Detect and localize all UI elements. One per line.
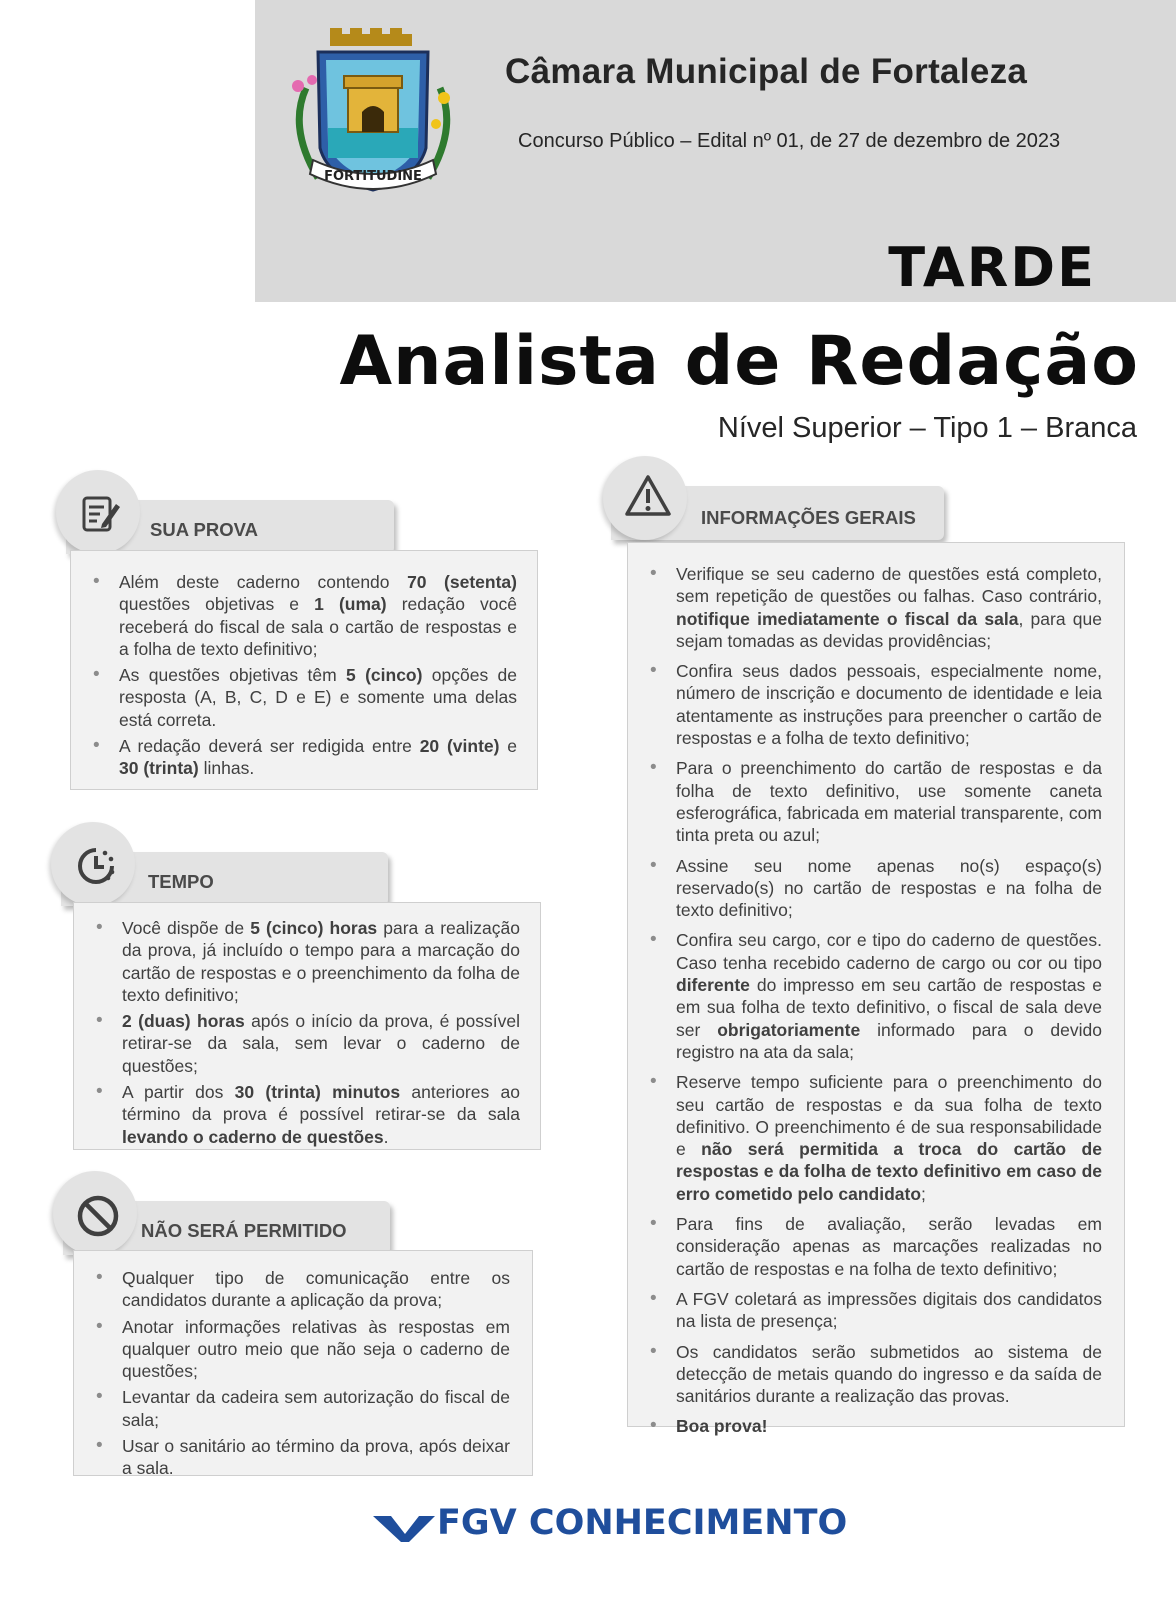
list-item: • Para o preenchimento do cartão de respostas e da folha de texto definitivo, use somente caneta esferográfica, fabricada em material transparente, com tinta preta ou azul; — [638, 757, 1102, 846]
list-item: • Levantar da cadeira sem autorização do fiscal de sala; — [84, 1386, 510, 1431]
list-item: • Assine seu nome apenas no(s) espaço(s) reservado(s) no cartão de respostas e na folha de texto definitivo; — [638, 855, 1102, 922]
institution-title: Câmara Municipal de Fortaleza — [505, 52, 1028, 91]
list-item: • Para fins de avaliação, serão levadas em consideração apenas as marcações realizadas no cartão de respostas e na folha de texto definitivo; — [638, 1213, 1102, 1280]
city-crest-logo — [268, 28, 478, 200]
footer-brand: FGV CONHECIMENTO — [437, 1503, 848, 1543]
nao-permitido-title: NÃO SERÁ PERMITIDO — [141, 1220, 347, 1241]
warning-icon — [624, 472, 672, 520]
prohibited-icon — [74, 1192, 122, 1240]
list-item: • As questões objetivas têm 5 (cinco) opções de resposta (A, B, C, D e E) e somente uma delas está correta. — [81, 664, 517, 731]
nao-permitido-panel — [73, 1250, 533, 1479]
tempo-list — [84, 917, 520, 1148]
exam-sheet-pencil-icon — [76, 490, 124, 538]
fgv-logo-mark-icon — [373, 1512, 435, 1546]
nao-permitido-list — [84, 1267, 510, 1480]
list-item: • A FGV coletará as impressões digitais dos candidatos na lista de presença; — [638, 1288, 1102, 1333]
list-item: • A partir dos 30 (trinta) minutos anteriores ao término da prova é possível retirar-se da sala levando o caderno de questões. — [84, 1081, 520, 1148]
list-item: • Anotar informações relativas às respostas em qualquer outro meio que não seja o caderno de questões; — [84, 1316, 510, 1383]
list-item: • Confira seus dados pessoais, especialmente nome, número de inscrição e documento de identidade e leia atentamente as instruções para preencher o cartão de respostas e a folha de texto definitivo; — [638, 660, 1102, 749]
list-item: • Além deste caderno contendo 70 (setenta) questões objetivas e 1 (uma) redação você receberá do fiscal de sala o cartão de respostas e a folha de texto definitivo; — [81, 571, 517, 660]
informacoes-title: INFORMAÇÕES GERAIS — [701, 507, 916, 528]
level-subtitle: Nível Superior – Tipo 1 – Branca — [717, 412, 1137, 444]
list-item: • Qualquer tipo de comunicação entre os candidatos durante a aplicação da prova; — [84, 1267, 510, 1312]
list-item: • Reserve tempo suficiente para o preenchimento do seu cartão de respostas e da sua folha de texto definitivo. O preenchimento é de sua responsabilidade e não será permitida a troca do cartão de respostas e da folha de texto definitivo em caso de erro cometido pelo candidato; — [638, 1071, 1102, 1205]
sua-prova-list — [81, 571, 517, 780]
list-item: • A redação deverá ser redigida entre 20 (vinte) e 30 (trinta) linhas. — [81, 735, 517, 780]
list-item: • 2 (duas) horas após o início da prova, é possível retirar-se da sala, sem levar o caderno de questões; — [84, 1010, 520, 1077]
clock-icon — [72, 842, 120, 890]
tempo-panel — [73, 902, 541, 1150]
list-item: • Confira seu cargo, cor e tipo do caderno de questões. Caso tenha recebido caderno de cargo ou cor ou tipo diferente do impresso em seu cartão de respostas e em sua folha de texto definitivo, o fiscal de sala deve ser obrigatoriamente informado para o devido registro na ata da sala; — [638, 929, 1102, 1063]
list-item: • Verifique se seu caderno de questões está completo, sem repetição de questões ou falhas. Caso contrário, notifique imediatamente o fiscal da sala, para que sejam tomadas as devidas providências; — [638, 563, 1102, 652]
position-title: Analista de Redação — [339, 322, 1139, 401]
tempo-title: TEMPO — [148, 871, 214, 892]
sua-prova-panel — [70, 550, 538, 790]
notice-subtitle: Concurso Público – Edital nº 01, de 27 de dezembro de 2023 — [518, 130, 1061, 152]
sua-prova-title: SUA PROVA — [150, 519, 258, 540]
list-item: • Você dispõe de 5 (cinco) horas para a realização da prova, já incluído o tempo para a marcação do cartão de respostas e o preenchimento da folha de texto definitivo; — [84, 917, 520, 1006]
list-item: • Boa prova! — [638, 1415, 1102, 1437]
informacoes-list — [638, 563, 1102, 1438]
informacoes-panel — [627, 542, 1125, 1437]
shift-label: TARDE — [888, 236, 1096, 299]
list-item: • Os candidatos serão submetidos ao sistema de detecção de metais quando do ingresso e da saída de sanitários durante a realização das provas. — [638, 1341, 1102, 1408]
list-item: • Usar o sanitário ao término da prova, após deixar a sala. — [84, 1435, 510, 1480]
crest-motto: FORTITUDINE — [324, 169, 422, 184]
